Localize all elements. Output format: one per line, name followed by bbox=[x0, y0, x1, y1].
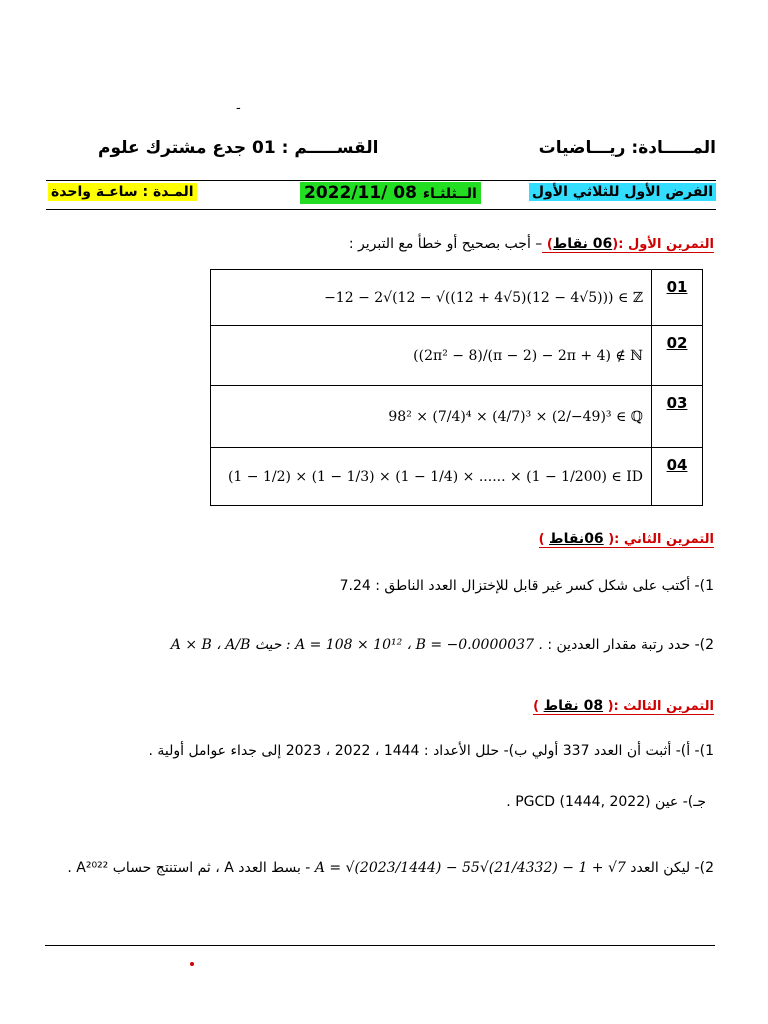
footer-dot bbox=[190, 962, 194, 966]
exercise2-q2-text: 2)- حدد رتبة مقدار العددين : bbox=[547, 637, 714, 653]
exercise2-q2 bbox=[171, 637, 714, 653]
exercise1-title: التمرين الأول :(06 نقاط) bbox=[542, 236, 714, 252]
question-expression bbox=[211, 386, 652, 448]
question-expression bbox=[211, 270, 652, 326]
class-label: القســـــم : bbox=[281, 138, 379, 158]
expr-03: 98² × (7/4)⁴ × (4/7)³ × (2/−49)³ ∈ ℚ bbox=[388, 408, 643, 425]
exercise2-title-text: التمرين الثاني bbox=[623, 532, 714, 547]
exercise3-q2-math: A = √(2023/1444) − 55√(21/4332) − 1 + √7 bbox=[314, 860, 626, 876]
true-false-table bbox=[210, 269, 703, 506]
question-number: 03 bbox=[652, 386, 703, 448]
exercise3-points: 08 نقاط bbox=[543, 698, 604, 714]
header-mark: - bbox=[236, 100, 241, 116]
exercise2-q2-math: A × B ، A/B حيث : A = 108 × 10¹² ، B = −0.0000037 . bbox=[170, 637, 543, 653]
exercise2-points: 06نقاط bbox=[549, 531, 604, 547]
table-row bbox=[211, 448, 703, 506]
exercise1-title-text: التمرين الأول bbox=[627, 237, 714, 252]
expr-01: −12 − 2√(12 − √((12 + 4√5)(12 − 4√5))) ∈ ℤ bbox=[324, 289, 643, 306]
subject-label: المـــــادة: bbox=[631, 138, 716, 158]
day-label: الــثلثـاء bbox=[422, 186, 477, 202]
class-field bbox=[98, 138, 378, 158]
table-row bbox=[211, 270, 703, 326]
exercise3-title: التمرين الثالث :( 08 نقاط ) bbox=[533, 698, 714, 714]
test-title: الفرض الأول للثلاثي الأول bbox=[529, 183, 716, 201]
exercise1-points: 06 نقاط bbox=[552, 236, 613, 252]
footer-rule bbox=[45, 945, 715, 946]
exercise3-title-text: التمرين الثالث bbox=[623, 699, 714, 714]
question-number: 02 bbox=[652, 326, 703, 386]
class-value: 01 جدع مشترك علوم bbox=[98, 138, 276, 158]
exercise3-q1: 1)- أ)- أثبت أن العدد 337 أولي ب)- حلل الأعداد : 1444 ، 2022 ، 2023 إلى جداء عوامل أولية . bbox=[148, 743, 714, 759]
expr-04: (1 − 1/2) × (1 − 1/3) × (1 − 1/4) × ...... × (1 − 1/200) ∈ ID bbox=[227, 468, 643, 485]
subject-field bbox=[539, 138, 716, 158]
date-box bbox=[300, 182, 481, 204]
date-value: 2022/11/ 08 bbox=[304, 183, 417, 203]
question-expression bbox=[211, 448, 652, 506]
exercise3-q2-text: 2)- ليكن العدد bbox=[630, 860, 714, 876]
exercise3-q2-end: - بسط العدد A ، ثم استنتج حساب A²⁰²² . bbox=[67, 860, 311, 876]
exercise2-q1: 1)- أكتب على شكل كسر غير قابل للإختزال العدد الناطق : 7.24 bbox=[339, 578, 714, 594]
subject-value: ريـــاضيات bbox=[538, 138, 626, 158]
exercise2-heading bbox=[539, 528, 714, 547]
exercise1-instruction: – أجب بصحيح أو خطأ مع التبرير : bbox=[348, 236, 543, 252]
exercise3-q1c: جـ)- عين (PGCD (1444, 2022 . bbox=[506, 794, 706, 810]
question-number: 04 bbox=[652, 448, 703, 506]
exercise3-q2 bbox=[67, 860, 714, 876]
exercise3-heading bbox=[533, 695, 714, 714]
question-expression bbox=[211, 326, 652, 386]
duration: المـدة : ساعـة واحدة bbox=[48, 183, 197, 201]
question-number: 01 bbox=[652, 270, 703, 326]
exercise2-title: التمرين الثاني :( 06نقاط ) bbox=[538, 531, 714, 547]
expr-02: ((2π² − 8)/(π − 2) − 2π + 4) ∉ ℕ bbox=[413, 347, 643, 364]
table-row bbox=[211, 326, 703, 386]
table-row bbox=[211, 386, 703, 448]
exercise1-heading bbox=[349, 233, 714, 252]
